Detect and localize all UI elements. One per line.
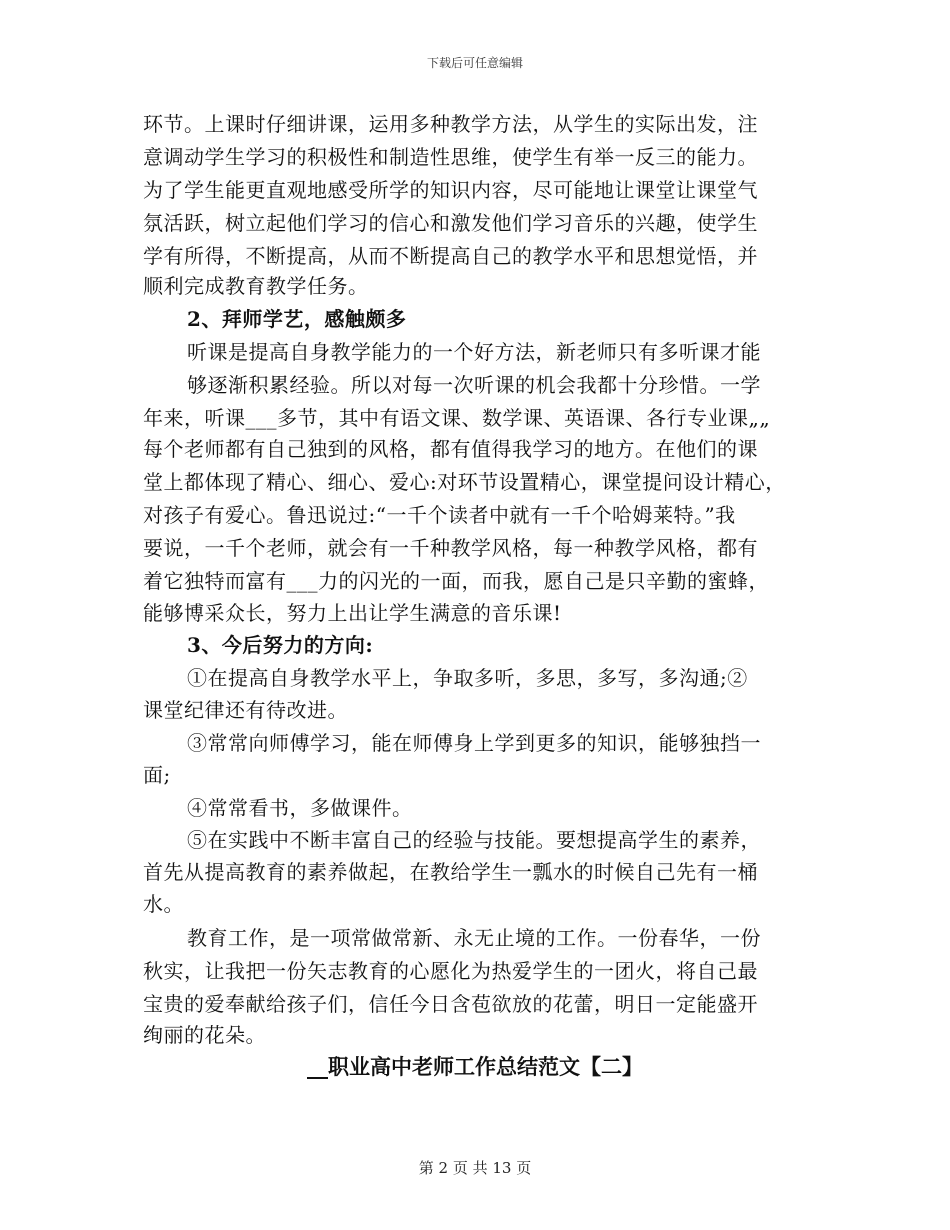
body-line: 教育工作，是一项常做常新、永无止境的工作。一份春华，一份 [187, 926, 761, 950]
body-line: 课堂纪律还有待改进。 [143, 698, 348, 722]
body-line: 能够博采众长，努力上出让学生满意的音乐课! [143, 601, 562, 625]
body-line: 宝贵的爱奉献给孩子们，信任今日含苞欲放的花蕾，明日一定能盛开 [143, 992, 758, 1016]
body-line: 氛活跃，树立起他们学习的信心和激发他们学习音乐的兴趣，使学生 [143, 211, 758, 235]
body-line: 学有所得，不断提高，从而不断提高自己的教学水平和思想觉悟，并 [143, 244, 758, 268]
body-line: 绚丽的花朵。 [143, 1023, 266, 1047]
body-line: 对孩子有爱心。鲁迅说过:“一千个读者中就有一千个哈姆莱特。”我 [143, 503, 736, 527]
body-line: ①在提高自身教学水平上，争取多听，多思，多写，多沟通;② [187, 666, 748, 690]
body-line: 着它独特而富有___力的闪光的一面，而我，愿自己是只辛勤的蜜蜂， [143, 569, 769, 593]
body-line: 秋实，让我把一份矢志教育的心愿化为热爱学生的一团火，将自己最 [143, 959, 758, 983]
page-header-note: 下载后可任意编辑 [426, 56, 523, 70]
body-line: ④常常看书，多做课件。 [187, 796, 413, 820]
body-line: 够逐渐积累经验。所以对每一次听课的机会我都十分珍惜。一学 [187, 373, 761, 397]
body-line: 环节。上课时仔细讲课，运用多种教学方法，从学生的实际出发，注 [143, 112, 758, 136]
body-line: 面; [143, 763, 171, 787]
body-line: 要说，一千个老师，就会有一千种教学风格，每一种教学风格，都有 [143, 536, 758, 560]
body-line: 水。 [143, 892, 184, 916]
body-line: 意调动学生学习的积极性和制造性思维，使学生有举一反三的能力。 [143, 145, 758, 169]
body-line: 堂上都体现了精心、细心、爱心:对环节设置精心，课堂提问设计精心， [143, 470, 786, 494]
body-line: 顺利完成教育教学任务。 [143, 274, 369, 298]
body-line: ⑤在实践中不断丰富自己的经验与技能。要想提高学生的素养， [187, 828, 761, 852]
body-line: 每个老师都有自己独到的风格，都有值得我学习的地方。在他们的课 [143, 437, 758, 461]
body-line: 听课是提高自身教学能力的一个好方法，新老师只有多听课才能 [187, 340, 761, 364]
body-line: 年来，听课___多节，其中有语文课、数学课、英语课、各行专业课„„ [143, 406, 771, 430]
body-line: ③常常向师傅学习，能在师傅身上学到更多的知识，能够独挡一 [187, 731, 761, 755]
section-heading-2: 2、拜师学艺，感触颇多 [187, 307, 407, 331]
section-heading-3: 3、今后努力的方向: [187, 633, 374, 657]
section-title: __职业高中老师工作总结范文【二】 [307, 1054, 643, 1079]
body-line: 为了学生能更直观地感受所学的知识内容，尽可能地让课堂让课堂气 [143, 178, 758, 202]
page-number: 第 2 页 共 13 页 [418, 1159, 532, 1177]
body-line: 首先从提高教育的素养做起，在教给学生一瓢水的时候自己先有一桶 [143, 860, 758, 884]
